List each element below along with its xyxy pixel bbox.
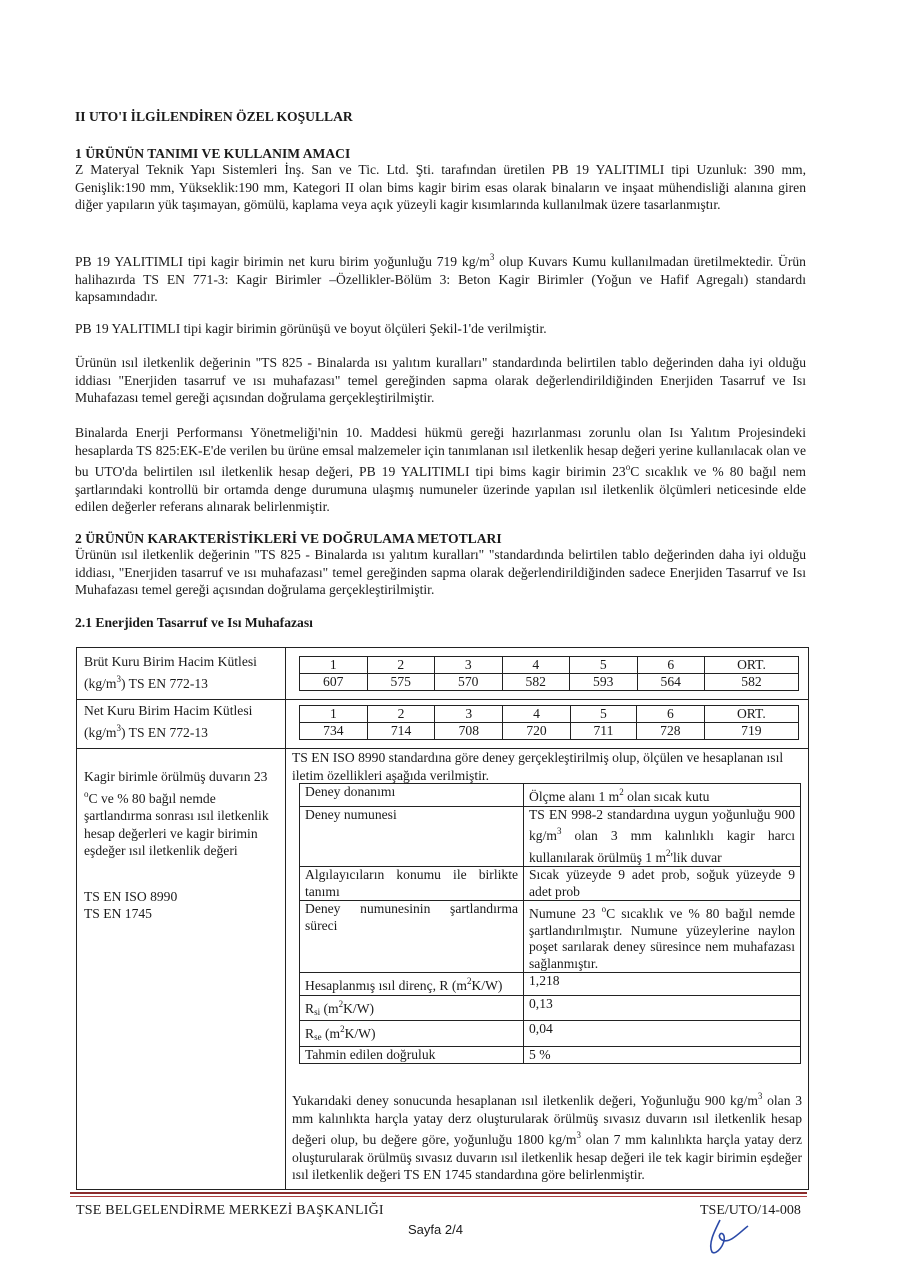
paragraph-4: Ürünün ısıl iletkenlik değerinin "TS 825 - Binalarda ısı yalıtım kuralları" standardında belirtilen tablo değerinden daha iyi olduğu iddiası "Enerjiden tasarruf ve ısı muhafazası" temel gereğinden sapma olarak değerlendirildiğinden Enerjiden Tasarruf ve Isı Muhafazası temel gereği açısından doğrulama gerçekleştirilmiştir. (75, 355, 806, 405)
key-sup: 2 (340, 1024, 345, 1034)
key-part: R (305, 1000, 315, 1016)
detail-row (300, 995, 801, 1021)
net-value: 720 (503, 723, 571, 740)
conclusion-part: Yukarıdaki deney sonucunda hesaplanan ısıl iletkenlik değeri, Yoğunluğu 900 kg/m (292, 1093, 758, 1108)
net-header: 4 (503, 706, 571, 723)
detail-value: 5 % (524, 1046, 801, 1064)
key-sup: 2 (338, 998, 344, 1009)
thermal-label-a: Kagir birimle örülmüş duvarın 23 (84, 769, 268, 784)
test-intro: TS EN ISO 8990 standardına göre deney gerçekleştirilmiş olup, ölçülen ve hesaplanan ısıl iletim özellikleri aşağıda verilmiştir. (292, 750, 784, 783)
p5-sup: o (625, 462, 631, 472)
value-sup: 3 (556, 826, 562, 836)
key-part: (m (321, 1026, 341, 1041)
net-label-sup: 3 (116, 722, 121, 733)
detail-key: Algılayıcıların konumu ile birlikte tanımı (300, 867, 524, 901)
net-label-a: Net Kuru Birim Hacim Kütlesi (kg/m (84, 703, 253, 740)
net-header: ORT. (704, 706, 798, 723)
section-title: II UTO'I İLGİLENDİREN ÖZEL KOŞULLAR (75, 109, 353, 124)
detail-row (300, 784, 801, 807)
p2-sup: 3 (489, 252, 495, 262)
detail-key: Deney donanımı (300, 784, 524, 807)
detail-value (524, 784, 801, 807)
value-sup: o (601, 904, 607, 914)
net-header: 6 (637, 706, 705, 723)
p5-text-b: C sıcaklık ve % 80 bağıl nem şartlarındaki kontrollü bir ortamda denge durumuna ulaşmış numuneler üzerinde yapılan ısıl iletkenlik ölçümleri neticesinde elde edilen değerler referans alınarak belirlenmiştir. (75, 464, 806, 514)
key-part: K/W) (343, 1000, 375, 1016)
value-sup: 2 (666, 847, 671, 858)
brut-value: 582 (705, 674, 799, 691)
net-header: 5 (570, 706, 636, 723)
brut-header: ORT. (705, 657, 799, 674)
paragraph-3: PB 19 YALITIMLI tipi kagir birimin görünüşü ve boyut ölçüleri Şekil-1'de verilmiştir. (75, 321, 547, 336)
brut-label-sup: 3 (116, 673, 121, 684)
detail-value (524, 901, 801, 973)
brut-header-row (300, 657, 799, 674)
brut-header: 1 (300, 657, 368, 674)
value-part: olan sıcak kutu (623, 789, 710, 804)
conclusion-sup: 3 (576, 1130, 581, 1140)
value-part: Ölçme alanı 1 m (529, 789, 620, 804)
brut-value: 593 (570, 674, 638, 691)
paragraph-6: Ürünün ısıl iletkenlik değerinin "TS 825 - Binalarda ısı yalıtım kuralları" "standardında belirtilen tablo değerinden daha iyi olduğu iddiası, "Enerjiden tasarruf ve ısı muhafazası" temel gereğinden sapma olarak değerlendirildiğinden sadece Enerjiden Tasarruf ve Isı Muhafazası temel gereği açısından doğrulama gerçekleştirilmiştir. (75, 547, 806, 597)
detail-row (300, 1021, 801, 1047)
detail-value: Sıcak yüzeyde 9 adet prob, soğuk yüzeyde 9 adet prob (524, 867, 801, 901)
key-sub: si (314, 1006, 321, 1017)
p5-text-a: Binalarda Enerji Performansı Yönetmeliği'nin 10. Maddesi hükmü gereği hazırlanması zorunlu olan Isı Yalıtım Projesindeki hesaplarda TS 825:EK-E'de verilen bu ürüne emsal malzemeler için tanımlanan ısıl iletkenlik hesap değeri yerine kullanılacak olan ve bu UTO'da belirtilen ısıl iletkenlik hesap değeri, PB 19 YALITIMLI tipi bims kagir birimin 23 (75, 425, 806, 479)
value-sup: 2 (619, 787, 624, 797)
thermal-label-sup: o (84, 788, 89, 799)
standard-ref-1: TS EN ISO 8990 (84, 889, 178, 904)
detail-key: Deney numunesi (300, 806, 524, 867)
brut-label-a: Brüt Kuru Birim Hacim Kütlesi (kg/m (84, 654, 257, 691)
table-rule (77, 699, 808, 700)
detail-key (300, 995, 524, 1021)
paragraph-2 (75, 249, 806, 306)
standard-ref-2: TS EN 1745 (84, 906, 152, 921)
detail-row (300, 973, 801, 996)
key-sup: 2 (466, 976, 472, 986)
net-density-table (299, 705, 799, 740)
signature-mark (700, 1214, 760, 1258)
heading-2: 2 ÜRÜNÜN KARAKTERİSTİKLERİ VE DOĞRULAMA METOTLARI (75, 531, 502, 546)
brut-header: 4 (502, 657, 570, 674)
value-part: TS EN 998-2 standardına uygun yoğunluğu 900 kg/m (529, 806, 795, 843)
conclusion-sup: 3 (757, 1091, 763, 1101)
key-sub: se (314, 1032, 322, 1042)
key-part: K/W) (471, 978, 503, 993)
value-part: 'lik duvar (670, 849, 722, 865)
table-divider (285, 648, 286, 1189)
thermal-label (84, 768, 279, 860)
net-header: 2 (367, 706, 435, 723)
paragraph-1: Z Materyal Teknik Yapı Sistemleri İnş. San ve Tic. Ltd. Şti. tarafından üretilen PB 19 YALITIMLI tipi Uzunluk: 390 mm, Genişlik:190 mm, Yükseklik:190 mm, Kategori II olan bims kagir birim esas olarak binaların ve inşaat mühendisliği alanına giren diğer yapıların yük taşımayan, gömülü, kaplama veya açık yüzeyli kagir kısımlarında kullanılmak üzere tasarlanmıştır. (75, 162, 806, 212)
detail-row (300, 1046, 801, 1064)
detail-row (300, 901, 801, 973)
heading-2-1: 2.1 Enerjiden Tasarruf ve Isı Muhafazası (75, 615, 313, 630)
key-part: (m (320, 1000, 339, 1016)
footer-rule (70, 1192, 807, 1194)
net-header: 1 (300, 706, 368, 723)
conclusion-text (292, 1088, 802, 1184)
paragraph-5 (75, 424, 806, 516)
net-value: 714 (367, 723, 435, 740)
detail-value (524, 806, 801, 867)
value-part: olan 3 mm kalınlıklı kagir harcı kullanılarak örülmüş 1 m (529, 828, 795, 865)
brut-header: 2 (367, 657, 435, 674)
detail-key: Tahmin edilen doğruluk (300, 1046, 524, 1064)
brut-header: 3 (435, 657, 503, 674)
thermal-label-b: C ve % 80 bağıl nemde şartlandırma sonrası ısıl iletkenlik hesap değerleri ve kagir birimin eşdeğer ısıl iletkenlik değeri (84, 790, 269, 858)
value-part: C sıcaklık ve % 80 bağıl nemde şartlandırılmıştır. Numune yüzeylerine naylon poşet sarılarak deney süresince nem muhafazası sağlanmıştır. (529, 906, 795, 971)
brut-value: 607 (300, 674, 368, 691)
net-header: 3 (435, 706, 503, 723)
detail-key: Deney numunesinin şartlandırma süreci (300, 901, 524, 973)
detail-key (300, 973, 524, 996)
net-value: 719 (704, 723, 798, 740)
net-value: 734 (300, 723, 368, 740)
footer-rule (70, 1196, 807, 1197)
detail-value: 1,218 (524, 973, 801, 996)
net-value: 711 (570, 723, 636, 740)
p2-text-a: PB 19 YALITIMLI tipi kagir birimin net kuru birim yoğunluğu 719 kg/m (75, 254, 490, 269)
detail-key (300, 1021, 524, 1047)
p2-text-b: olup Kuvars Kumu kullanılmadan üretilmektedir. Ürün halihazırda TS EN 771-3: Kagir Birimler –Özellikler-Bölüm 3: Beton Kagir Birimler (Yoğun ve Hafif Agregalı) standardı kapsamındadır. (75, 254, 806, 304)
key-part: Hesaplanmış ısıl direnç, R (m (305, 978, 467, 993)
net-label-b: ) TS EN 772-13 (120, 724, 208, 740)
brut-value-row (300, 674, 799, 691)
value-part: Numune 23 (529, 906, 602, 921)
detail-value: 0,04 (524, 1021, 801, 1047)
brut-value: 582 (502, 674, 570, 691)
detail-value: 0,13 (524, 995, 801, 1021)
brut-label-b: ) TS EN 772-13 (120, 675, 208, 691)
key-part: R (305, 1026, 315, 1041)
brut-value: 570 (435, 674, 503, 691)
brut-value: 564 (637, 674, 705, 691)
net-label (84, 702, 279, 741)
footer-organization: TSE BELGELENDİRME MERKEZİ BAŞKANLIĞI (76, 1203, 384, 1218)
detail-row (300, 806, 801, 867)
net-value-row (300, 723, 799, 740)
detail-row (300, 867, 801, 901)
conclusion-part: olan 3 mm kalınlıkta harçla yatay derz oluşturularak örülmüş sıvasız duvarın ısıl iletkenlik hesap değeri olup, bu değere göre, yoğunluğu 1800 kg/m (292, 1093, 803, 1147)
brut-header: 5 (570, 657, 638, 674)
key-part: K/W) (344, 1026, 376, 1041)
net-header-row (300, 706, 799, 723)
net-value: 708 (435, 723, 503, 740)
heading-1: 1 ÜRÜNÜN TANIMI VE KULLANIM AMACI (75, 146, 351, 161)
page-number: Sayfa 2/4 (408, 1222, 463, 1237)
test-details-table (299, 783, 801, 1064)
brut-header: 6 (637, 657, 705, 674)
brut-density-table (299, 656, 799, 691)
document-code: TSE/UTO/14-008 (700, 1203, 801, 1218)
brut-value: 575 (367, 674, 435, 691)
properties-table (76, 647, 809, 1190)
net-value: 728 (637, 723, 705, 740)
brut-label (84, 653, 279, 692)
conclusion-part: olan 7 mm kalınlıkta harçla yatay derz oluşturularak örülmüş sıvasız duvarın ısıl iletkenlik hesap değeri ile tek kagir birimin eşdeğer ısıl iletkenlik değeri TS EN 1745 standardına göre belirlenmiştir. (292, 1132, 802, 1182)
